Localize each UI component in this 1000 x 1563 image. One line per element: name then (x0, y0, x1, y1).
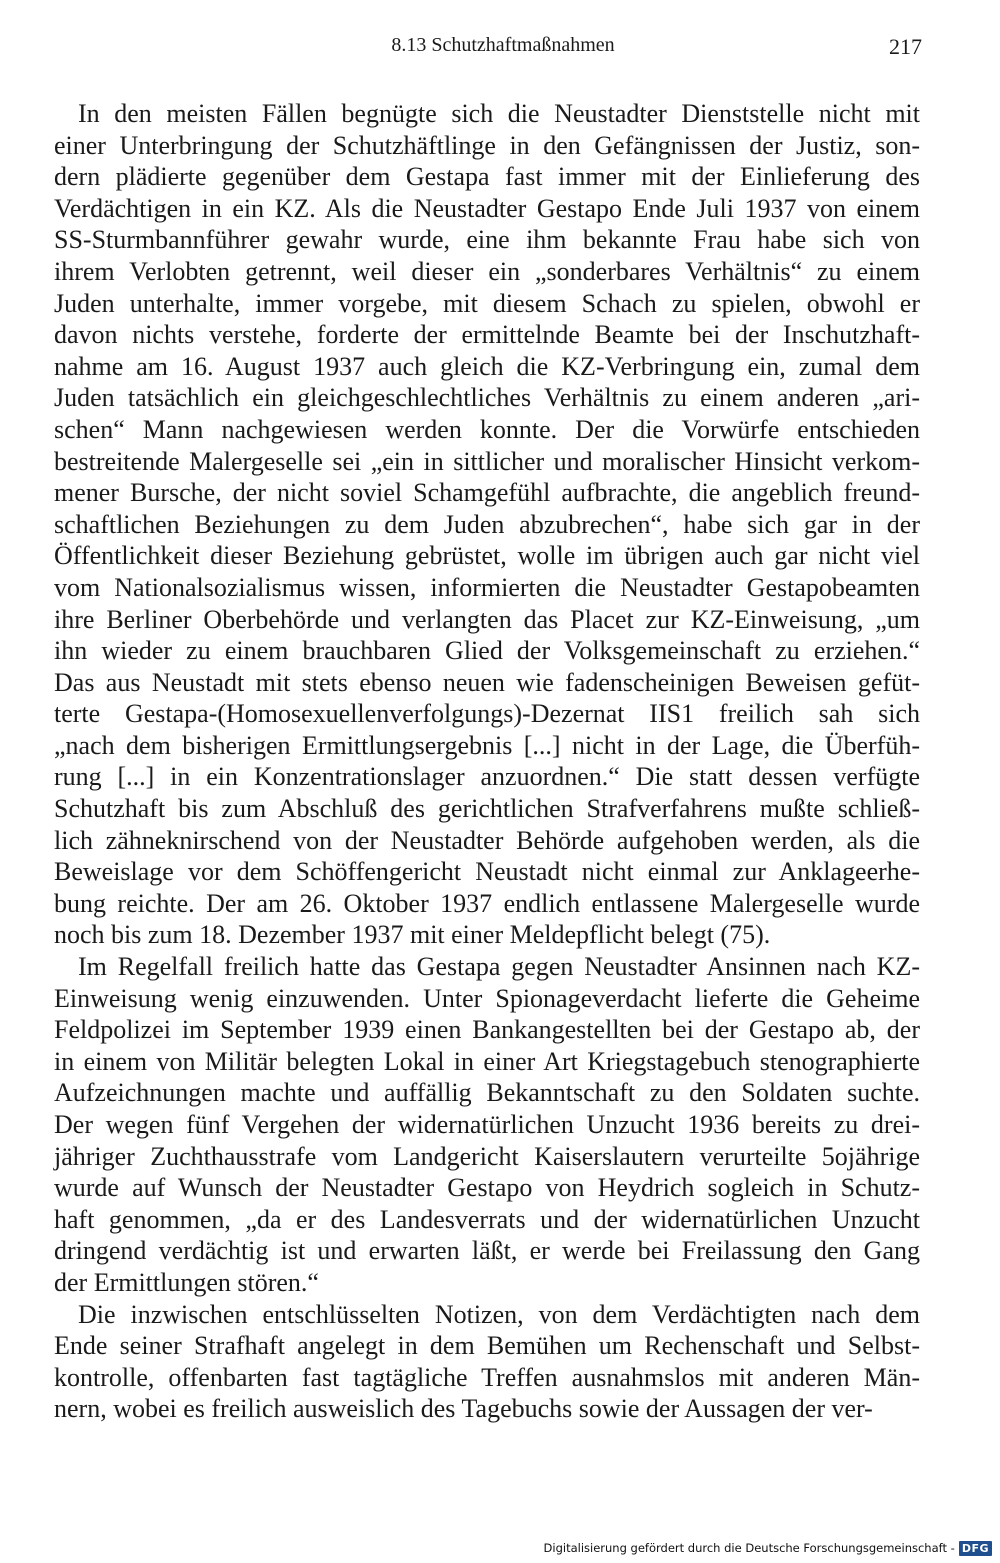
text-line: kontrolle, offenbarten fast tagtägliche Treffen ausnahmslos mit anderen Män- (54, 1362, 920, 1392)
dfg-logo: DFG (959, 1541, 992, 1556)
text-line: davon nichts verstehe, forderte der ermittelnde Beamte bei der Inschutzhaft- (54, 320, 920, 350)
text-line: ihre Berliner Oberbehörde und verlangten das Placet zur KZ-Einweisung, „um (54, 604, 920, 634)
text-line: haft genommen, „da er des Landesverrats und der widernatürlichen Unzucht (54, 1204, 920, 1234)
text-line: ihn wieder zu einem brauchbaren Glied der Volksgemeinschaft zu erziehen.“ (54, 636, 920, 666)
text-line: dern plädierte gegenüber dem Gestapa fast immer mit der Einlieferung des (54, 162, 920, 192)
text-line: Der wegen fünf Vergehen der widernatürlichen Unzucht 1936 bereits zu drei- (54, 1110, 920, 1139)
text-line: rung [...] in ein Konzentrationslager anzuordnen.“ Die statt dessen verfügte (54, 762, 920, 792)
text-line: Juden tatsächlich ein gleichgeschlechtliches Verhältnis zu einem anderen „ari- (54, 383, 920, 413)
text-line: Juden unterhalte, immer vorgebe, mit diesem Schach zu spielen, obwohl er (54, 288, 920, 318)
text-line: Die inzwischen entschlüsselten Notizen, von dem Verdächtigten nach dem (78, 1299, 920, 1329)
text-line: Ende seiner Strafhaft angelegt in dem Bemühen um Rechenschaft und Selbst- (54, 1331, 920, 1361)
paragraph (54, 951, 920, 1299)
text-line: „nach dem bisherigen Ermittlungsergebnis [...] nicht in der Lage, die Überfüh- (54, 730, 920, 760)
text-line: Das aus Neustadt mit stets ebenso neuen wie fadenscheinigen Beweisen gefüt- (54, 667, 920, 697)
text-line: Beweislage vor dem Schöffengericht Neustadt nicht einmal zur Anklageerhe- (54, 857, 920, 887)
text-line: Öffentlichkeit dieser Beziehung gebrüstet, wolle im übrigen auch gar nicht viel (54, 541, 920, 571)
running-head (54, 34, 922, 62)
text-line: schen“ Mann nachgewiesen werden konnte. Der die Vorwürfe entschieden (54, 414, 920, 444)
text-line: in einem von Militär belegten Lokal in einer Art Kriegstagebuch stenographierte (54, 1046, 920, 1076)
text-line: einer Unterbringung der Schutzhäftlinge in den Gefängnissen der Justiz, son- (54, 130, 920, 160)
text-line: bung reichte. Der am 26. Oktober 1937 endlich entlassene Malergeselle wurde (54, 888, 920, 918)
digitization-footer (544, 1537, 992, 1559)
text-line: Schutzhaft bis zum Abschluß des gerichtlichen Strafverfahrens mußte schließ- (54, 794, 920, 824)
body-text (54, 98, 920, 1425)
text-line: wurde auf Wunsch der Neustadter Gestapo von Heydrich sogleich in Schutz- (54, 1173, 920, 1203)
paragraph (54, 98, 920, 951)
text-line: schaftlichen Beziehungen zu dem Juden abzubrechen“, habe sich gar in der (54, 509, 920, 539)
paragraph (54, 1299, 920, 1425)
text-line: jähriger Zuchthausstrafe vom Landgericht Kaiserslautern verurteilte 5ojährige (54, 1141, 920, 1171)
text-line: SS-Sturmbannführer gewahr wurde, eine ihm bekannte Frau habe sich von (54, 225, 920, 255)
text-line: In den meisten Fällen begnügte sich die Neustadter Dienststelle nicht mit (78, 99, 920, 128)
footer-text: Digitalisierung gefördert durch die Deutsche Forschungsgemeinschaft - (543, 1541, 955, 1555)
text-line: lich zähneknirschend von der Neustadter Behörde aufgehoben werden, als die (54, 825, 920, 855)
text-line: vom Nationalsozialismus wissen, informierten die Neustadter Gestapobeamten (54, 572, 920, 602)
text-line: der Ermittlungen stören.“ (54, 1267, 319, 1297)
text-line: terte Gestapa-(Homosexuellenverfolgungs)-Dezernat IIS1 freilich sah sich (54, 699, 920, 729)
text-line: ihrem Verlobten getrennt, weil dieser ein „sonderbares Verhältnis“ zu einem (54, 256, 920, 286)
page-number: 217 (889, 34, 922, 59)
text-line: Feldpolizei im September 1939 einen Bankangestellten bei der Gestapo ab, der (54, 1015, 920, 1045)
text-line: mener Bursche, der nicht soviel Schamgefühl aufbrachte, die angeblich freund- (54, 478, 920, 508)
text-line: Aufzeichnungen machte und auffällig Bekanntschaft zu den Soldaten suchte. (54, 1078, 920, 1108)
text-line: bestreitende Malergeselle sei „ein in sittlicher und moralischer Hinsicht verkom- (54, 446, 920, 476)
text-line: Einweisung wenig einzuwenden. Unter Spionageverdacht lieferte die Geheime (54, 983, 920, 1013)
text-line: dringend verdächtig ist und erwarten läßt, er werde bei Freilassung den Gang (54, 1236, 920, 1266)
text-line: noch bis zum 18. Dezember 1937 mit einer Meldepflicht belegt (75). (54, 920, 771, 950)
text-line: Im Regelfall freilich hatte das Gestapa gegen Neustadter Ansinnen nach KZ- (78, 952, 920, 982)
text-line: nahme am 16. August 1937 auch gleich die KZ-Verbringung ein, zumal dem (54, 351, 920, 381)
running-title: 8.13 Schutzhaftmaßnahmen (391, 34, 615, 56)
text-line: Verdächtigen in ein KZ. Als die Neustadter Gestapo Ende Juli 1937 von einem (54, 193, 920, 223)
text-line: nern, wobei es freilich ausweislich des Tagebuchs sowie der Aussagen der ver- (54, 1394, 873, 1424)
